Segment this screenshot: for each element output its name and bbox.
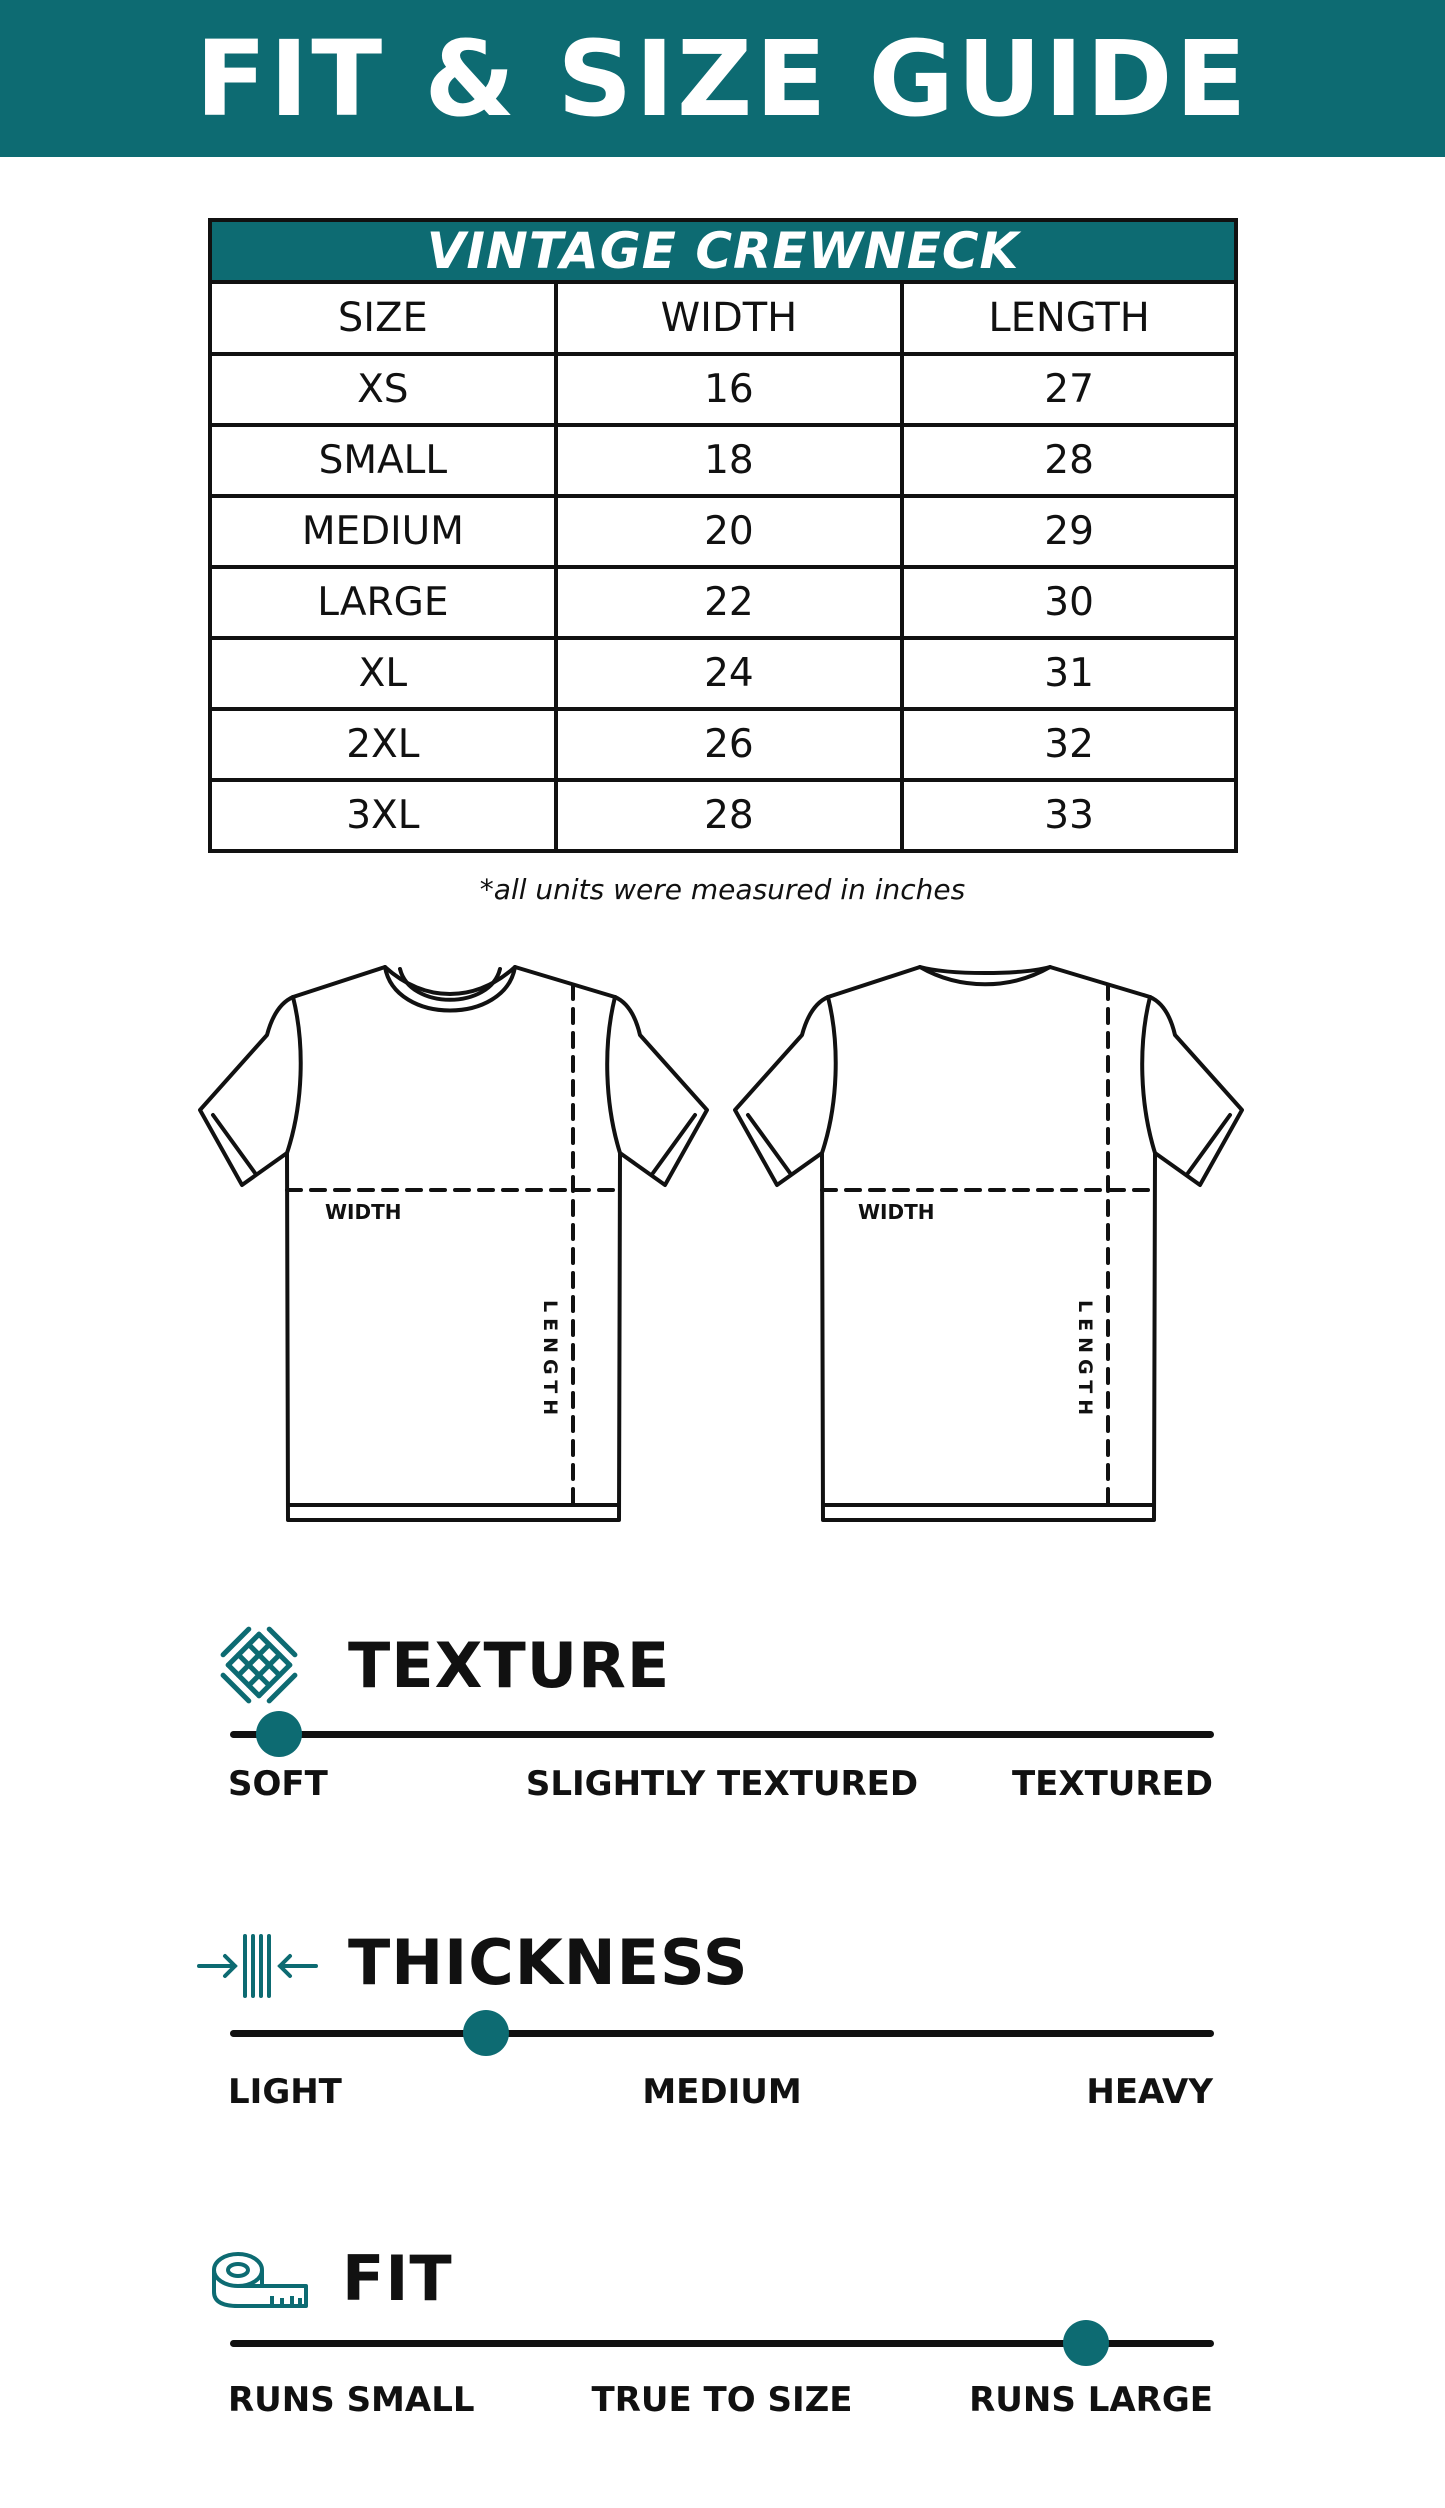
table-header-row: [210, 282, 1236, 354]
size-cell: LARGE: [210, 567, 556, 638]
size-cell: 3XL: [210, 780, 556, 851]
table-row: [210, 496, 1236, 567]
size-cell: 2XL: [210, 709, 556, 780]
width-label: WIDTH: [325, 1200, 402, 1224]
length-cell: 31: [902, 638, 1236, 709]
texture-section: [0, 1615, 1445, 1815]
table-row: [210, 425, 1236, 496]
length-cell: 33: [902, 780, 1236, 851]
column-header-size: SIZE: [210, 282, 556, 354]
length-cell: 28: [902, 425, 1236, 496]
woven-fabric-icon: [218, 1624, 300, 1706]
header-banner: [0, 0, 1445, 157]
size-cell: SMALL: [210, 425, 556, 496]
table-row: [210, 638, 1236, 709]
table-title: VINTAGE CREWNECK: [210, 220, 1236, 282]
length-label: LENGTH: [1074, 1300, 1096, 1422]
thickness-label-heavy: HEAVY: [1086, 2072, 1213, 2112]
width-cell: 28: [556, 780, 903, 851]
size-chart-table: [208, 218, 1238, 853]
compress-arrows-icon: [195, 1930, 320, 2002]
thickness-title: THICKNESS: [348, 1926, 749, 1999]
fit-scale-marker: [1063, 2320, 1109, 2366]
fit-title: FIT: [342, 2242, 453, 2315]
length-cell: 30: [902, 567, 1236, 638]
units-note: *all units were measured in inches: [479, 873, 966, 906]
thickness-label-medium: MEDIUM: [642, 2072, 802, 2112]
width-label: WIDTH: [858, 1200, 935, 1224]
width-cell: 16: [556, 354, 903, 425]
width-cell: 22: [556, 567, 903, 638]
length-cell: 27: [902, 354, 1236, 425]
page-title: FIT & SIZE GUIDE: [195, 17, 1250, 140]
size-cell: MEDIUM: [210, 496, 556, 567]
fit-label-true-to-size: TRUE TO SIZE: [591, 2380, 853, 2420]
width-cell: 20: [556, 496, 903, 567]
table-row: [210, 709, 1236, 780]
length-label: LENGTH: [539, 1300, 561, 1422]
texture-title: TEXTURE: [348, 1629, 671, 1702]
tshirt-front-diagram: [195, 955, 725, 1535]
tshirt-front-illustration: [195, 955, 725, 1535]
measuring-tape-icon: [210, 2248, 310, 2310]
table-title-row: [210, 220, 1236, 282]
texture-label-soft: SOFT: [228, 1764, 328, 1804]
tshirt-back-illustration: [730, 955, 1260, 1535]
texture-label-textured: TEXTURED: [1011, 1764, 1213, 1804]
thickness-section: [0, 1918, 1445, 2118]
width-cell: 26: [556, 709, 903, 780]
table-row: [210, 354, 1236, 425]
width-cell: 18: [556, 425, 903, 496]
column-header-length: LENGTH: [902, 282, 1236, 354]
texture-label-slightly-textured: SLIGHTLY TEXTURED: [525, 1764, 919, 1804]
table-row: [210, 567, 1236, 638]
size-cell: XL: [210, 638, 556, 709]
fit-label-runs-large: RUNS LARGE: [969, 2380, 1213, 2420]
thickness-label-light: LIGHT: [228, 2072, 342, 2112]
fit-label-runs-small: RUNS SMALL: [228, 2380, 475, 2420]
column-header-width: WIDTH: [556, 282, 903, 354]
length-cell: 32: [902, 709, 1236, 780]
fit-section: [0, 2228, 1445, 2428]
texture-scale-marker: [256, 1711, 302, 1757]
size-cell: XS: [210, 354, 556, 425]
thickness-scale-track: [230, 2030, 1214, 2037]
width-cell: 24: [556, 638, 903, 709]
texture-scale-track: [230, 1731, 1214, 1738]
tshirt-back-diagram: [730, 955, 1260, 1535]
thickness-scale-marker: [463, 2010, 509, 2056]
table-row: [210, 780, 1236, 851]
length-cell: 29: [902, 496, 1236, 567]
